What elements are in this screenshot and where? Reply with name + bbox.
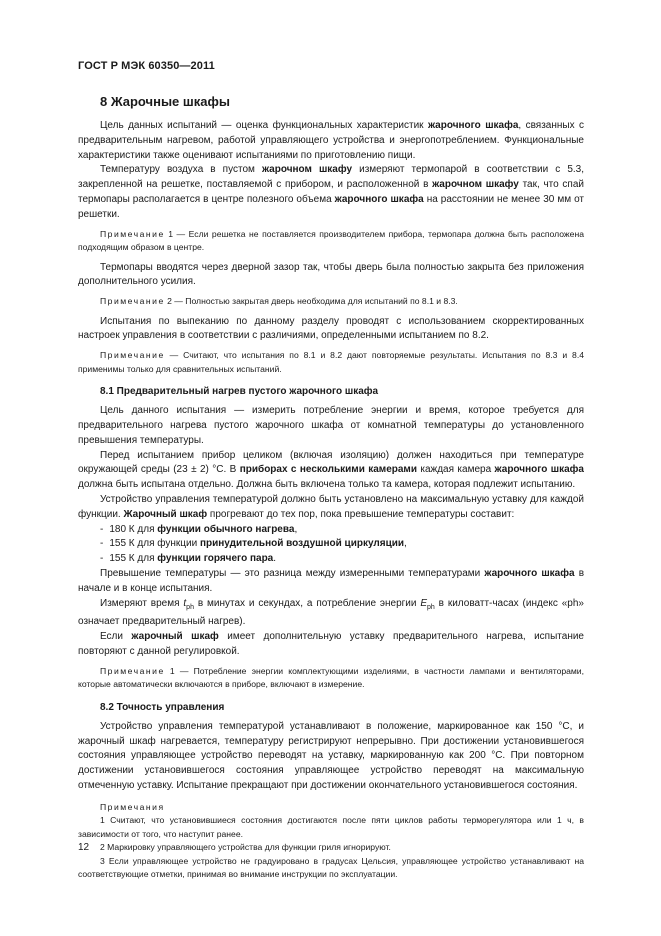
sub81-paragraph-5: Измеряют время $t_{ph}$ в минутах и секундах, а потребление энергии $E_{ph}$ в киловатт-часах (индекс «ph» означает предварительный нагрев). [78, 597, 584, 628]
list-item: - 180 К для функции обычного нагрева, [100, 523, 584, 538]
temperature-paragraph: Температуру воздуха в пустом жарочном шкафу измеряют термопарой в соответствии с 5.3, закрепленной на решетке, поставляемой с прибором, и расположенной в жарочном шкафу так, что спай термопары располагается в центре полезного объема жарочного шкафа на расстоянии не менее 30 мм от решетки. [78, 164, 585, 220]
sub81-paragraph-2: Перед испытанием прибор целиком (включая изоляцию) должен находиться при температуре окружающей среды (23 ± 2) °С. В приборах с несколькими камерами каждая камера жарочного шкафа должна быть испытана отдельно. Должна быть включена только та камера, которая подлежит испытанию. [78, 449, 584, 491]
temperature-rise-list [78, 523, 584, 567]
sub81-paragraph-1: Цель данного испытания — измерить потребление энергии и время, которое требуется для предварительного нагрева пустого жарочного шкафа от комнатной температуры до установленного превышения температуры. [78, 405, 584, 446]
notes-heading: Примечания [100, 801, 165, 812]
sub82-paragraph-1: Устройство управления температурой устанавливают в положение, маркированное как 150 °С, и жарочный шкаф нагревается, температуру регистрируют непрерывно. При достижении установившегося состояния управляющее устройство переводят на уставку, маркированную как 200 °С. При повторном достижении установившегося состояния управляющее устройство переводят на максимальную отмеченную уставку. Испытание прекращают при достижении окончательного установившегося состояния. [78, 720, 584, 791]
sub82-note-2: 2 Маркировку управляющего устройства для функции гриля игнорируют. [100, 842, 391, 853]
sub81-paragraph-3: Устройство управления температурой должно быть установлено на максимальную уставку для каждой функции. Жарочный шкаф прогревают до тех пор, пока превышение температуры составит: [78, 494, 584, 520]
note-1: Примечание 1 — Если решетка не поставляется производителем прибора, термопара должна быть расположена подходящим образом в центре. [78, 228, 584, 253]
sub81-note: Примечание 1 — Потребление энергии комплектующими изделиями, в частности лампами и вентиляторами, которые автоматически включаются в приборе, включают в измерение. [78, 665, 584, 690]
baking-paragraph: Испытания по выпеканию по данному разделу проводят с использованием скорректированных настроек управления в соответствии с различиями, определенными испытанием по 8.2. [78, 315, 584, 342]
subsection-8-2-title: 8.2 Точность управления [100, 701, 225, 713]
sub82-note-1: 1 Считают, что установившиеся состояния достигаются после пяти циклов работы терморегулятора или 1 ч, в зависимости от того, что наступит ранее. [78, 815, 584, 839]
sub82-note-3: 3 Если управляющее устройство не градуировано в градусах Цельсия, управляющее устройство устанавливают на соответствующие отметки, принимая во внимание инструкции по эксплуатации. [78, 855, 584, 880]
document-id: ГОСТ Р МЭК 60350—2011 [78, 60, 215, 72]
page-number: 12 [78, 842, 90, 853]
intro-paragraph: Цель данных испытаний — оценка функциональных характеристик жарочного шкафа, связанных с предварительным нагревом, работой управляющего устройства и энергопотреблением. Функциональные характеристики также оценивают испытаниями по приготовлению пищи. [78, 120, 584, 161]
section-title: 8 Жарочные шкафы [100, 94, 230, 109]
thermocouples-paragraph: Термопары вводятся через дверной зазор так, чтобы дверь была полностью закрыта без приложения дополнительного усилия. [78, 261, 584, 288]
sub81-paragraph-4: Превышение температуры — это разница между измеренными температурами жарочного шкафа в начале и в конце испытания. [78, 568, 585, 594]
sub81-paragraph-6: Если жарочный шкаф имеет дополнительную уставку предварительного нагрева, испытание повторяют с данной регулировкой. [78, 631, 584, 658]
list-item: - 155 К для функции принудительной воздушной циркуляции, [100, 537, 584, 552]
note-3: Примечание — Считают, что испытания по 8.1 и 8.2 дают повторяемые результаты. Испытания по 8.3 и 8.4 применимы только для сравнительных испытаний. [78, 350, 584, 374]
page-content [78, 94, 584, 882]
subsection-8-1-title: 8.1 Предварительный нагрев пустого жарочного шкафа [100, 386, 379, 398]
note-2: Примечание 2 — Полностью закрытая дверь необходима для испытаний по 8.1 и 8.3. [100, 296, 458, 307]
list-item: - 155 К для функции горячего пара. [100, 552, 584, 567]
